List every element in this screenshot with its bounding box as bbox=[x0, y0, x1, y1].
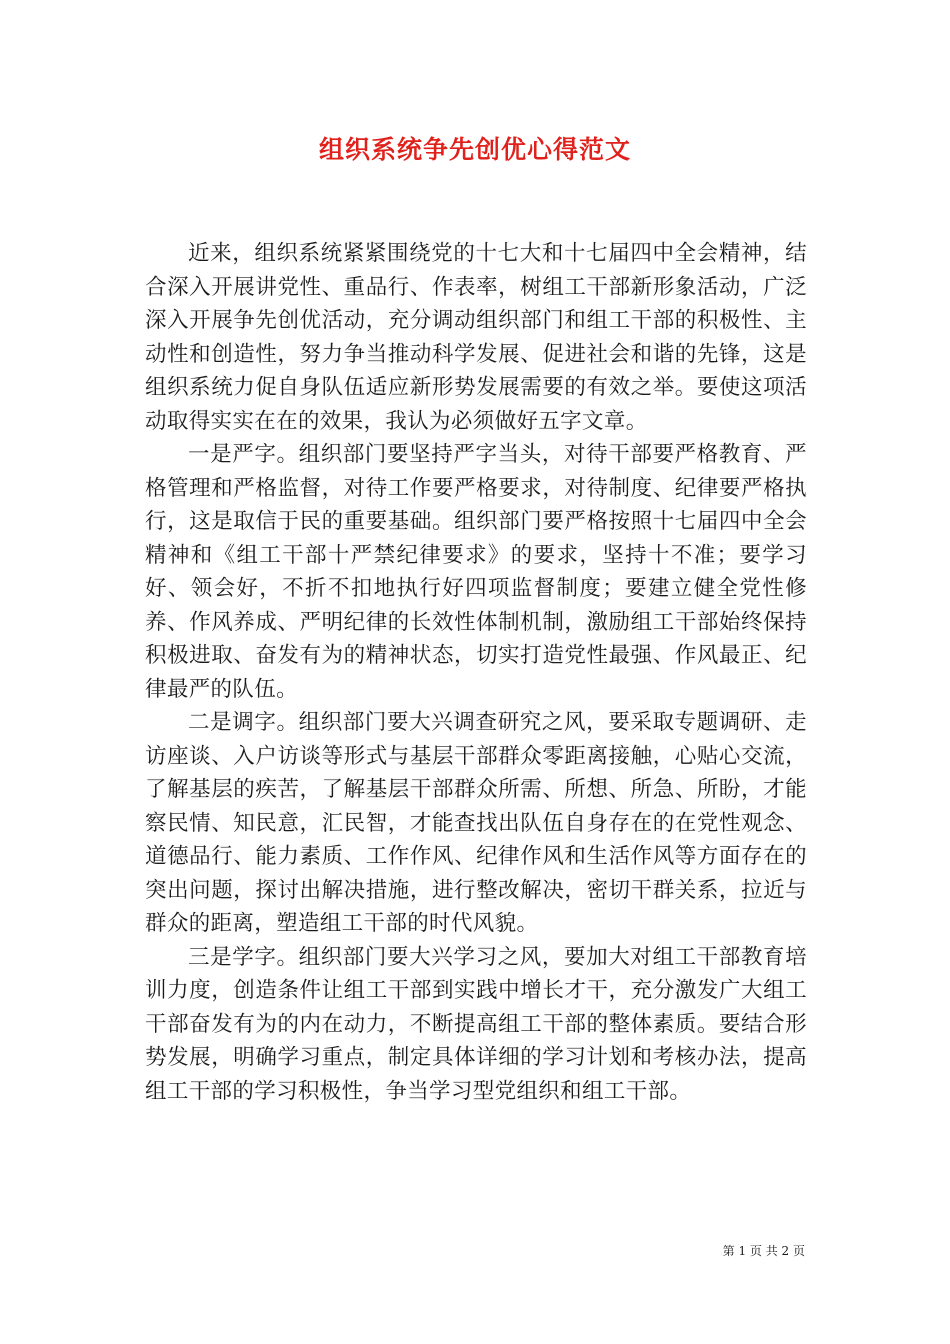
paragraph-diao: 二是调字。组织部门要大兴调查研究之风，要采取专题调研、走访座谈、入户访谈等形式与基层干部群众零距离接触，心贴心交流，了解基层的疾苦，了解基层干部群众所需、所想、所急、所盼，才能察民情、知民意，汇民智，才能查找出队伍自身存在的在党性观念、道德品行、能力素质、工作作风、纪律作风和生活作风等方面存在的突出问题，探讨出解决措施，进行整改解决，密切干群关系，拉近与群众的距离，塑造组工干部的时代风貌。 bbox=[145, 710, 807, 936]
document-body bbox=[145, 237, 807, 1108]
paragraph-intro: 近来，组织系统紧紧围绕党的十七大和十七届四中全会精神，结合深入开展讲党性、重品行、作表率，树组工干部新形象活动，广泛深入开展争先创优活动，充分调动组织部门和组工干部的积极性、主动性和创造性，努力争当推动科学发展、促进社会和谐的先锋，这是组织系统力促自身队伍适应新形势发展需要的有效之举。要使这项活动取得实实在在的效果，我认为必须做好五字文章。 bbox=[145, 241, 807, 434]
document-title: 组织系统争先创优心得范文 bbox=[318, 135, 631, 164]
paragraph-yan: 一是严字。组织部门要坚持严字当头，对待干部要严格教育、严格管理和严格监督，对待工作要严格要求，对待制度、纪律要严格执行，这是取信于民的重要基础。组织部门要严格按照十七届四中全会精神和《组工干部十严禁纪律要求》的要求，坚持十不准；要学习好、领会好，不折不扣地执行好四项监督制度；要建立健全党性修养、作风养成、严明纪律的长效性体制机制，激励组工干部始终保持积极进取、奋发有为的精神状态，切实打造党性最强、作风最正、纪律最严的队伍。 bbox=[145, 442, 807, 702]
paragraph-xue: 三是学字。组织部门要大兴学习之风，要加大对组工干部教育培训力度，创造条件让组工干部到实践中增长才干，充分激发广大组工干部奋发有为的内在动力，不断提高组工干部的整体素质。要结合形势发展，明确学习重点，制定具体详细的学习计划和考核办法，提高组工干部的学习积极性，争当学习型党组织和组工干部。 bbox=[145, 944, 807, 1104]
page-number: 第 1 页 共 2 页 bbox=[722, 1244, 805, 1258]
